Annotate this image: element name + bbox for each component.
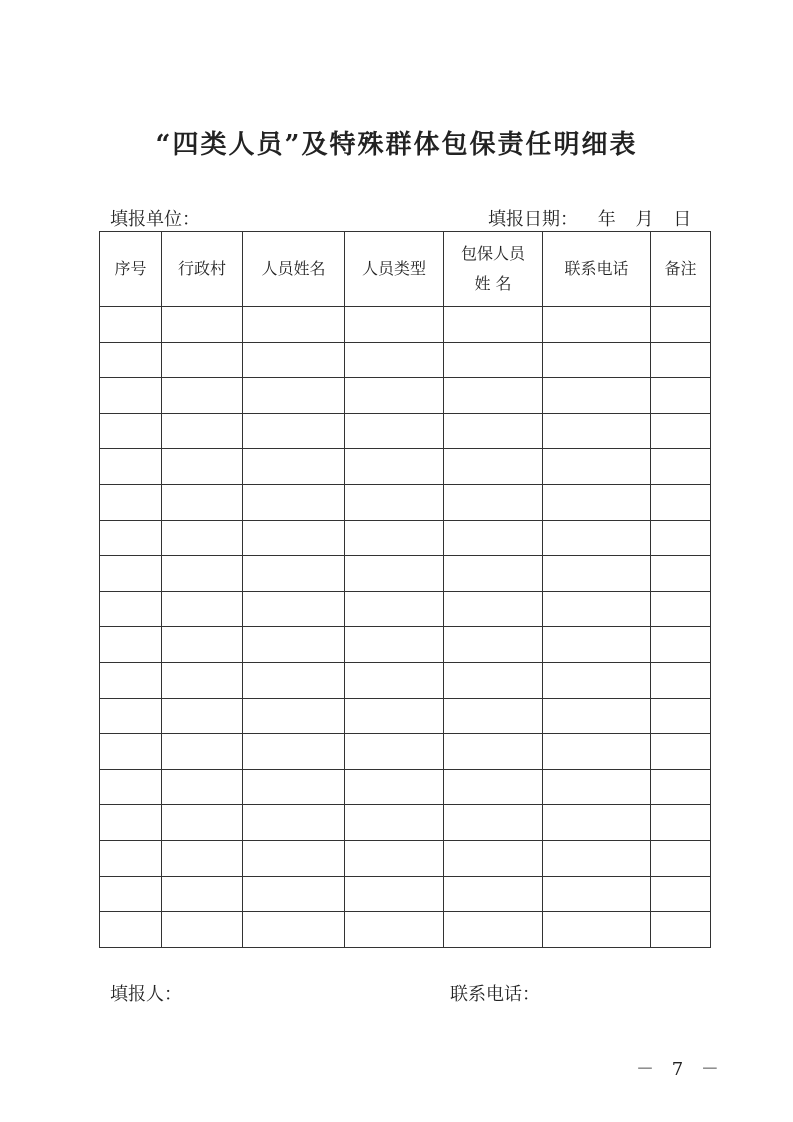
- table-cell: [100, 591, 162, 627]
- table-cell: [162, 556, 243, 592]
- contact-phone-label: 联系电话：: [450, 984, 540, 1005]
- page-number: － 7 －: [636, 1059, 725, 1080]
- table-cell: [651, 769, 711, 805]
- date-year: 年: [597, 209, 616, 230]
- table-cell: [543, 378, 651, 414]
- table-cell: [100, 556, 162, 592]
- col-header-village: 行政村: [162, 232, 243, 307]
- table-cell: [543, 912, 651, 948]
- table-cell: [243, 342, 345, 378]
- table-cell: [444, 912, 543, 948]
- table-row: [100, 662, 711, 698]
- table-row: [100, 413, 711, 449]
- table-cell: [651, 378, 711, 414]
- table-row: [100, 556, 711, 592]
- table-cell: [444, 591, 543, 627]
- table-cell: [162, 805, 243, 841]
- table-cell: [243, 698, 345, 734]
- table-cell: [543, 662, 651, 698]
- table-cell: [100, 627, 162, 663]
- table-cell: [444, 769, 543, 805]
- table-row: [100, 769, 711, 805]
- table-cell: [651, 627, 711, 663]
- fill-unit-label: 填报单位：: [110, 209, 200, 230]
- table-cell: [651, 591, 711, 627]
- table-cell: [651, 698, 711, 734]
- table-cell: [444, 556, 543, 592]
- table-cell: [543, 307, 651, 343]
- table-cell: [100, 307, 162, 343]
- table-row: [100, 734, 711, 770]
- table-cell: [651, 307, 711, 343]
- table-cell: [100, 876, 162, 912]
- table-cell: [543, 876, 651, 912]
- col-header-person-name: 人员姓名: [243, 232, 345, 307]
- table-cell: [651, 840, 711, 876]
- table-cell: [444, 378, 543, 414]
- table-cell: [345, 307, 444, 343]
- fill-date-text: 填报日期：: [488, 209, 578, 230]
- col-header-guarantor-line1: 包保人员: [460, 244, 525, 263]
- table-cell: [345, 840, 444, 876]
- table-cell: [162, 413, 243, 449]
- table-cell: [444, 484, 543, 520]
- table-body: [100, 307, 711, 948]
- table-cell: [100, 413, 162, 449]
- table-cell: [651, 662, 711, 698]
- table-cell: [444, 627, 543, 663]
- col-header-person-type: 人员类型: [345, 232, 444, 307]
- table-cell: [243, 378, 345, 414]
- table-cell: [162, 520, 243, 556]
- table-cell: [345, 484, 444, 520]
- table-cell: [543, 734, 651, 770]
- table-cell: [345, 413, 444, 449]
- table-cell: [100, 520, 162, 556]
- table-cell: [651, 556, 711, 592]
- table-cell: [444, 698, 543, 734]
- table-cell: [100, 484, 162, 520]
- table-row: [100, 876, 711, 912]
- table-cell: [444, 342, 543, 378]
- table-cell: [100, 734, 162, 770]
- table-cell: [100, 378, 162, 414]
- table-cell: [444, 662, 543, 698]
- table-cell: [345, 627, 444, 663]
- fill-date-label: [488, 205, 691, 231]
- table-row: [100, 698, 711, 734]
- col-header-remark: 备注: [651, 232, 711, 307]
- table-cell: [651, 805, 711, 841]
- table-cell: [345, 449, 444, 485]
- table-cell: [543, 805, 651, 841]
- table-row: [100, 805, 711, 841]
- table-cell: [444, 449, 543, 485]
- table-cell: [162, 307, 243, 343]
- table-row: [100, 591, 711, 627]
- table-cell: [543, 591, 651, 627]
- table-header-row: [100, 232, 711, 307]
- table-cell: [543, 769, 651, 805]
- table-cell: [100, 840, 162, 876]
- table-cell: [162, 912, 243, 948]
- table-cell: [444, 805, 543, 841]
- table-cell: [345, 342, 444, 378]
- table-cell: [345, 556, 444, 592]
- table-cell: [243, 627, 345, 663]
- table-cell: [162, 591, 243, 627]
- table-cell: [543, 484, 651, 520]
- table-cell: [243, 912, 345, 948]
- table-cell: [243, 591, 345, 627]
- table-cell: [162, 342, 243, 378]
- table-cell: [543, 449, 651, 485]
- table-cell: [345, 378, 444, 414]
- table-cell: [543, 698, 651, 734]
- table-cell: [162, 876, 243, 912]
- table-cell: [543, 342, 651, 378]
- table-cell: [243, 734, 345, 770]
- table-cell: [243, 449, 345, 485]
- table-cell: [543, 556, 651, 592]
- table-cell: [444, 413, 543, 449]
- table-cell: [444, 734, 543, 770]
- table-cell: [162, 734, 243, 770]
- table-cell: [345, 912, 444, 948]
- table-cell: [243, 662, 345, 698]
- table-cell: [100, 805, 162, 841]
- table-cell: [243, 876, 345, 912]
- table-cell: [444, 307, 543, 343]
- table-cell: [651, 734, 711, 770]
- page-title: “四类人员”及特殊群体包保责任明细表: [155, 130, 638, 160]
- table-cell: [543, 627, 651, 663]
- table-cell: [651, 413, 711, 449]
- table-cell: [345, 520, 444, 556]
- table-cell: [444, 876, 543, 912]
- filler-label: 填报人：: [110, 984, 182, 1005]
- table-cell: [162, 449, 243, 485]
- table-cell: [162, 627, 243, 663]
- table-cell: [162, 698, 243, 734]
- table-cell: [243, 840, 345, 876]
- table-cell: [162, 378, 243, 414]
- col-header-guarantor-name: [444, 232, 543, 307]
- table-cell: [345, 769, 444, 805]
- table-cell: [651, 912, 711, 948]
- table-cell: [543, 840, 651, 876]
- table-cell: [345, 805, 444, 841]
- table-cell: [651, 484, 711, 520]
- table-cell: [345, 876, 444, 912]
- table-cell: [243, 805, 345, 841]
- table-cell: [345, 662, 444, 698]
- table-cell: [243, 769, 345, 805]
- table-cell: [100, 662, 162, 698]
- table-cell: [243, 520, 345, 556]
- table-cell: [345, 734, 444, 770]
- table-cell: [345, 698, 444, 734]
- table-cell: [100, 698, 162, 734]
- table-cell: [444, 520, 543, 556]
- table-cell: [243, 413, 345, 449]
- table-cell: [100, 912, 162, 948]
- table-cell: [543, 520, 651, 556]
- table-cell: [543, 413, 651, 449]
- table-cell: [243, 556, 345, 592]
- table-cell: [651, 520, 711, 556]
- table-cell: [243, 484, 345, 520]
- table-cell: [162, 840, 243, 876]
- table-cell: [243, 307, 345, 343]
- table-row: [100, 484, 711, 520]
- col-header-guarantor-line2: 姓 名: [474, 274, 512, 293]
- table-row: [100, 342, 711, 378]
- table-row: [100, 449, 711, 485]
- table-cell: [100, 769, 162, 805]
- table-cell: [100, 449, 162, 485]
- table-row: [100, 520, 711, 556]
- table-cell: [162, 662, 243, 698]
- table-cell: [345, 591, 444, 627]
- table-row: [100, 627, 711, 663]
- table-cell: [651, 342, 711, 378]
- col-header-index: 序号: [100, 232, 162, 307]
- table-cell: [651, 876, 711, 912]
- table-cell: [100, 342, 162, 378]
- table-row: [100, 840, 711, 876]
- date-month: 月: [635, 209, 654, 230]
- table-cell: [162, 769, 243, 805]
- table-row: [100, 912, 711, 948]
- col-header-phone: 联系电话: [543, 232, 651, 307]
- date-day: 日: [673, 209, 692, 230]
- table-cell: [651, 449, 711, 485]
- table-row: [100, 307, 711, 343]
- table-row: [100, 378, 711, 414]
- responsibility-table: [99, 231, 711, 948]
- table-cell: [444, 840, 543, 876]
- table-cell: [162, 484, 243, 520]
